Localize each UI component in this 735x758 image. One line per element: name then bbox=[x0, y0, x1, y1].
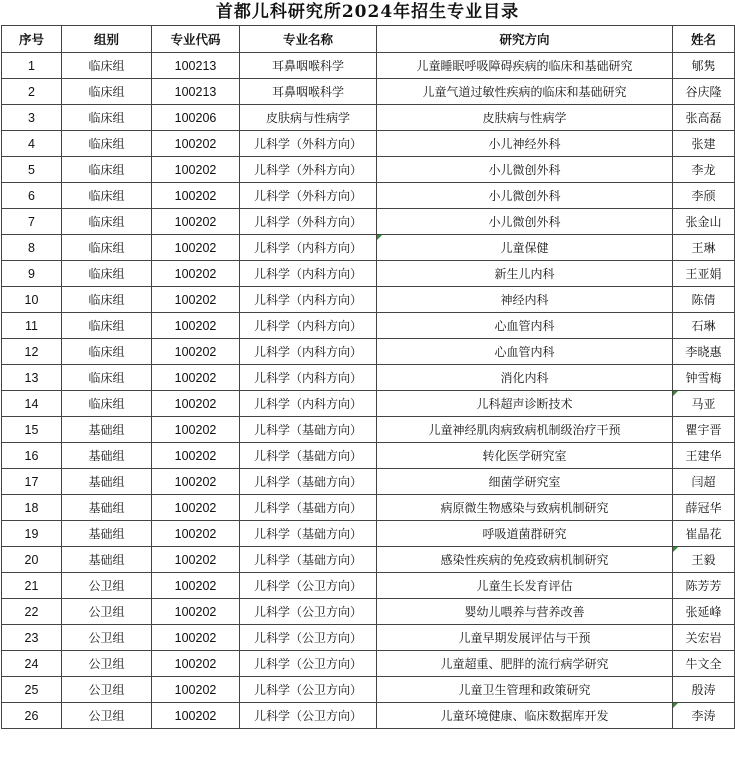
cell-direction: 新生儿内科 bbox=[377, 261, 673, 287]
cell-code: 100202 bbox=[152, 391, 240, 417]
cell-major: 耳鼻咽喉科学 bbox=[240, 79, 377, 105]
cell-index: 16 bbox=[2, 443, 62, 469]
table-row bbox=[2, 365, 735, 391]
cell-index: 23 bbox=[2, 625, 62, 651]
header-major: 专业名称 bbox=[240, 26, 377, 53]
header-group: 组别 bbox=[62, 26, 152, 53]
cell-code: 100206 bbox=[152, 105, 240, 131]
cell-direction: 病原微生物感染与致病机制研究 bbox=[377, 495, 673, 521]
cell-code: 100202 bbox=[152, 339, 240, 365]
cell-code: 100202 bbox=[152, 677, 240, 703]
cell-index: 22 bbox=[2, 599, 62, 625]
cell-group: 公卫组 bbox=[62, 703, 152, 729]
cell-group: 临床组 bbox=[62, 365, 152, 391]
cell-direction: 细菌学研究室 bbox=[377, 469, 673, 495]
cell-code: 100202 bbox=[152, 417, 240, 443]
table-row bbox=[2, 495, 735, 521]
cell-major: 儿科学（基础方向） bbox=[240, 469, 377, 495]
cell-direction: 皮肤病与性病学 bbox=[377, 105, 673, 131]
cell-group: 公卫组 bbox=[62, 677, 152, 703]
cell-name: 李颀 bbox=[673, 183, 735, 209]
cell-group: 基础组 bbox=[62, 521, 152, 547]
cell-major: 儿科学（基础方向） bbox=[240, 521, 377, 547]
cell-name: 张建 bbox=[673, 131, 735, 157]
cell-name: 瞿宇晋 bbox=[673, 417, 735, 443]
cell-code: 100202 bbox=[152, 365, 240, 391]
header-direction: 研究方向 bbox=[377, 26, 673, 53]
cell-name: 关宏岩 bbox=[673, 625, 735, 651]
cell-major: 儿科学（外科方向） bbox=[240, 209, 377, 235]
cell-code: 100202 bbox=[152, 573, 240, 599]
table-row bbox=[2, 547, 735, 573]
cell-direction: 感染性疾病的免疫致病机制研究 bbox=[377, 547, 673, 573]
table-row bbox=[2, 677, 735, 703]
table-row bbox=[2, 573, 735, 599]
cell-name: 王毅 bbox=[673, 547, 735, 573]
cell-direction: 呼吸道菌群研究 bbox=[377, 521, 673, 547]
cell-direction: 心血管内科 bbox=[377, 339, 673, 365]
cell-name: 牛文全 bbox=[673, 651, 735, 677]
cell-name: 郇隽 bbox=[673, 53, 735, 79]
cell-direction: 儿童早期发展评估与干预 bbox=[377, 625, 673, 651]
cell-name: 张金山 bbox=[673, 209, 735, 235]
table-header-row bbox=[2, 26, 735, 53]
table-row bbox=[2, 651, 735, 677]
table-row bbox=[2, 313, 735, 339]
page-title: 首都儿科研究所2024年招生专业目录 bbox=[215, 2, 520, 22]
cell-index: 5 bbox=[2, 157, 62, 183]
cell-index: 2 bbox=[2, 79, 62, 105]
cell-direction: 儿童卫生管理和政策研究 bbox=[377, 677, 673, 703]
cell-index: 8 bbox=[2, 235, 62, 261]
table-row bbox=[2, 53, 735, 79]
table-row bbox=[2, 183, 735, 209]
cell-name: 马亚 bbox=[673, 391, 735, 417]
cell-major: 儿科学（内科方向） bbox=[240, 235, 377, 261]
cell-group: 基础组 bbox=[62, 417, 152, 443]
cell-group: 临床组 bbox=[62, 339, 152, 365]
cell-code: 100202 bbox=[152, 495, 240, 521]
cell-major: 儿科学（外科方向） bbox=[240, 183, 377, 209]
cell-direction: 儿童超重、肥胖的流行病学研究 bbox=[377, 651, 673, 677]
cell-major: 儿科学（外科方向） bbox=[240, 131, 377, 157]
cell-index: 17 bbox=[2, 469, 62, 495]
table-row bbox=[2, 339, 735, 365]
cell-direction: 神经内科 bbox=[377, 287, 673, 313]
table-row bbox=[2, 703, 735, 729]
cell-index: 13 bbox=[2, 365, 62, 391]
cell-code: 100202 bbox=[152, 183, 240, 209]
cell-name: 殷涛 bbox=[673, 677, 735, 703]
cell-direction: 儿童保健 bbox=[377, 235, 673, 261]
cell-direction: 婴幼儿喂养与营养改善 bbox=[377, 599, 673, 625]
cell-direction: 转化医学研究室 bbox=[377, 443, 673, 469]
cell-direction: 小儿微创外科 bbox=[377, 183, 673, 209]
cell-major: 儿科学（基础方向） bbox=[240, 443, 377, 469]
cell-name: 李涛 bbox=[673, 703, 735, 729]
cell-major: 儿科学（内科方向） bbox=[240, 313, 377, 339]
cell-group: 基础组 bbox=[62, 443, 152, 469]
cell-index: 18 bbox=[2, 495, 62, 521]
cell-direction: 消化内科 bbox=[377, 365, 673, 391]
cell-group: 临床组 bbox=[62, 209, 152, 235]
cell-index: 24 bbox=[2, 651, 62, 677]
cell-code: 100202 bbox=[152, 599, 240, 625]
cell-name: 崔晶花 bbox=[673, 521, 735, 547]
cell-direction: 儿童睡眠呼吸障碍疾病的临床和基础研究 bbox=[377, 53, 673, 79]
cell-group: 公卫组 bbox=[62, 625, 152, 651]
table-row bbox=[2, 209, 735, 235]
cell-name: 钟雪梅 bbox=[673, 365, 735, 391]
cell-major: 儿科学（内科方向） bbox=[240, 339, 377, 365]
cell-direction: 儿科超声诊断技术 bbox=[377, 391, 673, 417]
table-row bbox=[2, 105, 735, 131]
cell-major: 儿科学（公卫方向） bbox=[240, 677, 377, 703]
table-row bbox=[2, 417, 735, 443]
cell-index: 15 bbox=[2, 417, 62, 443]
cell-direction: 心血管内科 bbox=[377, 313, 673, 339]
cell-major: 儿科学（内科方向） bbox=[240, 391, 377, 417]
cell-group: 临床组 bbox=[62, 131, 152, 157]
cell-major: 儿科学（基础方向） bbox=[240, 495, 377, 521]
cell-group: 临床组 bbox=[62, 105, 152, 131]
cell-index: 7 bbox=[2, 209, 62, 235]
cell-index: 4 bbox=[2, 131, 62, 157]
table-row bbox=[2, 391, 735, 417]
cell-index: 6 bbox=[2, 183, 62, 209]
cell-code: 100202 bbox=[152, 209, 240, 235]
cell-group: 临床组 bbox=[62, 235, 152, 261]
cell-group: 临床组 bbox=[62, 313, 152, 339]
cell-major: 儿科学（外科方向） bbox=[240, 157, 377, 183]
cell-name: 薛冠华 bbox=[673, 495, 735, 521]
cell-code: 100202 bbox=[152, 703, 240, 729]
cell-name: 王建华 bbox=[673, 443, 735, 469]
cell-index: 9 bbox=[2, 261, 62, 287]
cell-direction: 小儿微创外科 bbox=[377, 157, 673, 183]
cell-major: 皮肤病与性病学 bbox=[240, 105, 377, 131]
cell-name: 王亚娟 bbox=[673, 261, 735, 287]
cell-code: 100202 bbox=[152, 131, 240, 157]
cell-code: 100213 bbox=[152, 79, 240, 105]
cell-name: 张延峰 bbox=[673, 599, 735, 625]
header-code: 专业代码 bbox=[152, 26, 240, 53]
cell-name: 李龙 bbox=[673, 157, 735, 183]
header-index: 序号 bbox=[2, 26, 62, 53]
cell-major: 儿科学（公卫方向） bbox=[240, 599, 377, 625]
cell-major: 耳鼻咽喉科学 bbox=[240, 53, 377, 79]
cell-major: 儿科学（公卫方向） bbox=[240, 573, 377, 599]
cell-index: 20 bbox=[2, 547, 62, 573]
cell-group: 临床组 bbox=[62, 391, 152, 417]
cell-direction: 小儿神经外科 bbox=[377, 131, 673, 157]
header-name: 姓名 bbox=[673, 26, 735, 53]
cell-major: 儿科学（公卫方向） bbox=[240, 625, 377, 651]
table-row bbox=[2, 469, 735, 495]
cell-code: 100202 bbox=[152, 313, 240, 339]
cell-direction: 儿童生长发育评估 bbox=[377, 573, 673, 599]
cell-name: 张高磊 bbox=[673, 105, 735, 131]
cell-group: 临床组 bbox=[62, 183, 152, 209]
cell-direction: 小儿微创外科 bbox=[377, 209, 673, 235]
table-row bbox=[2, 261, 735, 287]
cell-name: 陈倩 bbox=[673, 287, 735, 313]
cell-index: 21 bbox=[2, 573, 62, 599]
cell-index: 26 bbox=[2, 703, 62, 729]
cell-direction: 儿童气道过敏性疾病的临床和基础研究 bbox=[377, 79, 673, 105]
cell-group: 公卫组 bbox=[62, 599, 152, 625]
cell-major: 儿科学（公卫方向） bbox=[240, 703, 377, 729]
program-table bbox=[1, 25, 735, 729]
cell-group: 临床组 bbox=[62, 261, 152, 287]
cell-name: 李晓惠 bbox=[673, 339, 735, 365]
table-row bbox=[2, 79, 735, 105]
cell-group: 基础组 bbox=[62, 469, 152, 495]
cell-index: 11 bbox=[2, 313, 62, 339]
table-row bbox=[2, 287, 735, 313]
cell-index: 19 bbox=[2, 521, 62, 547]
cell-code: 100202 bbox=[152, 287, 240, 313]
cell-major: 儿科学（内科方向） bbox=[240, 287, 377, 313]
cell-code: 100202 bbox=[152, 235, 240, 261]
cell-code: 100202 bbox=[152, 625, 240, 651]
table-row bbox=[2, 443, 735, 469]
cell-name: 闫超 bbox=[673, 469, 735, 495]
cell-group: 公卫组 bbox=[62, 651, 152, 677]
cell-code: 100202 bbox=[152, 651, 240, 677]
cell-name: 谷庆隆 bbox=[673, 79, 735, 105]
table-row bbox=[2, 131, 735, 157]
cell-index: 25 bbox=[2, 677, 62, 703]
cell-index: 12 bbox=[2, 339, 62, 365]
cell-name: 陈芳芳 bbox=[673, 573, 735, 599]
cell-direction: 儿童环境健康、临床数据库开发 bbox=[377, 703, 673, 729]
cell-group: 公卫组 bbox=[62, 573, 152, 599]
table-row bbox=[2, 235, 735, 261]
cell-group: 临床组 bbox=[62, 157, 152, 183]
table-row bbox=[2, 521, 735, 547]
cell-group: 基础组 bbox=[62, 495, 152, 521]
cell-major: 儿科学（基础方向） bbox=[240, 417, 377, 443]
table-row bbox=[2, 599, 735, 625]
cell-group: 临床组 bbox=[62, 53, 152, 79]
cell-code: 100202 bbox=[152, 443, 240, 469]
cell-index: 3 bbox=[2, 105, 62, 131]
table-row bbox=[2, 157, 735, 183]
cell-major: 儿科学（内科方向） bbox=[240, 365, 377, 391]
cell-index: 14 bbox=[2, 391, 62, 417]
cell-group: 基础组 bbox=[62, 547, 152, 573]
cell-major: 儿科学（内科方向） bbox=[240, 261, 377, 287]
cell-name: 王琳 bbox=[673, 235, 735, 261]
cell-code: 100202 bbox=[152, 547, 240, 573]
table-row bbox=[2, 625, 735, 651]
cell-group: 临床组 bbox=[62, 287, 152, 313]
cell-code: 100202 bbox=[152, 157, 240, 183]
cell-code: 100202 bbox=[152, 261, 240, 287]
cell-name: 石琳 bbox=[673, 313, 735, 339]
cell-index: 1 bbox=[2, 53, 62, 79]
cell-direction: 儿童神经肌肉病致病机制级治疗干预 bbox=[377, 417, 673, 443]
cell-group: 临床组 bbox=[62, 79, 152, 105]
cell-code: 100202 bbox=[152, 469, 240, 495]
cell-code: 100213 bbox=[152, 53, 240, 79]
cell-major: 儿科学（基础方向） bbox=[240, 547, 377, 573]
cell-code: 100202 bbox=[152, 521, 240, 547]
table-body bbox=[2, 53, 735, 729]
cell-index: 10 bbox=[2, 287, 62, 313]
cell-major: 儿科学（公卫方向） bbox=[240, 651, 377, 677]
